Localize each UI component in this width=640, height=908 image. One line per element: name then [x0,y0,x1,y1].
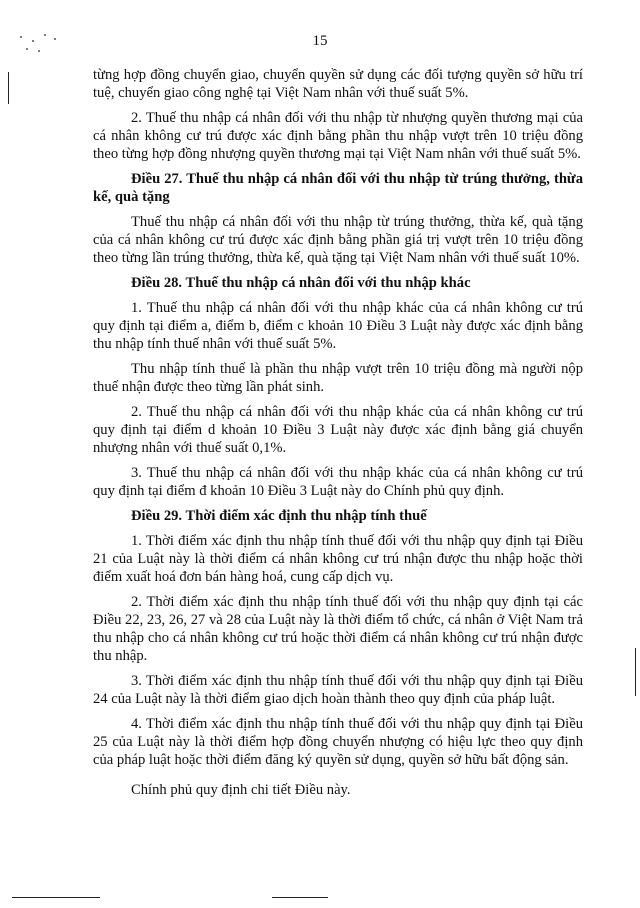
paragraph: Thu nhập tính thuế là phần thu nhập vượt trên 10 triệu đồng mà người nộp thuế nhận được theo từng lần phát sinh. [93,361,583,395]
paragraph: 4. Thời điểm xác định thu nhập tính thuế đối với thu nhập quy định tại Điều 25 của Luật này là thời điểm hợp đồng chuyển nhượng có hiệu lực theo quy định của pháp luật hoặc thời điểm đăng ký quyền sử dụng, quyền sở hữu bất động sản. [93,716,583,768]
paragraph: 2. Thuế thu nhập cá nhân đối với thu nhập từ nhượng quyền thương mại của cá nhân không cư trú được xác định bằng phần thu nhập vượt trên 10 triệu đồng theo từng hợp đồng nhượng quyền thương mại tại Việt Nam nhân với thuế suất 5%. [93,110,583,162]
scan-speck [38,50,40,52]
paragraph: 1. Thời điểm xác định thu nhập tính thuế đối với thu nhập quy định tại Điều 21 của Luật này là thời điểm cá nhân không cư trú nhận được thu nhập hoặc thời điểm xuất hoá đơn bán hàng hoá, cung cấp dịch vụ. [93,533,583,585]
paragraph: 1. Thuế thu nhập cá nhân đối với thu nhập khác của cá nhân không cư trú quy định tại điểm a, điểm b, điểm c khoản 10 Điều 3 Luật này được xác định bằng thu nhập tính thuế nhân với thuế suất 5%. [93,300,583,352]
scan-margin-line-left [8,72,9,104]
document-body [93,66,583,806]
scan-margin-line-right [635,648,636,696]
paragraph: 2. Thời điểm xác định thu nhập tính thuế đối với thu nhập quy định tại các Điều 22, 23, 26, 27 và 28 của Luật này là thời điểm tổ chức, cá nhân ở Việt Nam trả thu nhập cho cá nhân không cư trú hoặc thời điểm cá nhân không cư trú nhận được thu nhập. [93,594,583,664]
paragraph: Thuế thu nhập cá nhân đối với thu nhập từ trúng thưởng, thừa kế, quà tặng của cá nhân không cư trú được xác định bằng phần giá trị vượt trên 10 triệu đồng theo từng lần trúng thưởng, thừa kế, quà tặng tại Việt Nam nhân với thuế suất 10%. [93,214,583,266]
scan-footer-line-left [12,897,100,898]
article-heading: Điều 28. Thuế thu nhập cá nhân đối với thu nhập khác [131,275,471,291]
paragraph: 3. Thời điểm xác định thu nhập tính thuế đối với thu nhập quy định tại Điều 24 của Luật này là thời điểm giao dịch hoàn thành theo quy định của pháp luật. [93,673,583,707]
page-number: 15 [312,33,328,49]
paragraph: 3. Thuế thu nhập cá nhân đối với thu nhập khác của cá nhân không cư trú quy định tại điểm đ khoản 10 Điều 3 Luật này do Chính phủ quy định. [93,465,583,499]
article-heading: Điều 27. Thuế thu nhập cá nhân đối với thu nhập từ trúng thưởng, thừa kế, quà tặng [93,171,583,205]
article-heading: Điều 29. Thời điểm xác định thu nhập tính thuế [131,508,427,524]
paragraph: từng hợp đồng chuyển giao, chuyển quyền sử dụng các đối tượng quyền sở hữu trí tuệ, chuyển giao công nghệ tại Việt Nam nhân với thuế suất 5%. [93,67,583,101]
paragraph: Chính phủ quy định chi tiết Điều này. [131,782,351,798]
paragraph: 2. Thuế thu nhập cá nhân đối với thu nhập khác của cá nhân không cư trú quy định tại điểm d khoản 10 Điều 3 Luật này được xác định bằng giá chuyển nhượng nhân với thuế suất 0,1%. [93,404,583,456]
scan-footer-line-mid [272,897,328,898]
